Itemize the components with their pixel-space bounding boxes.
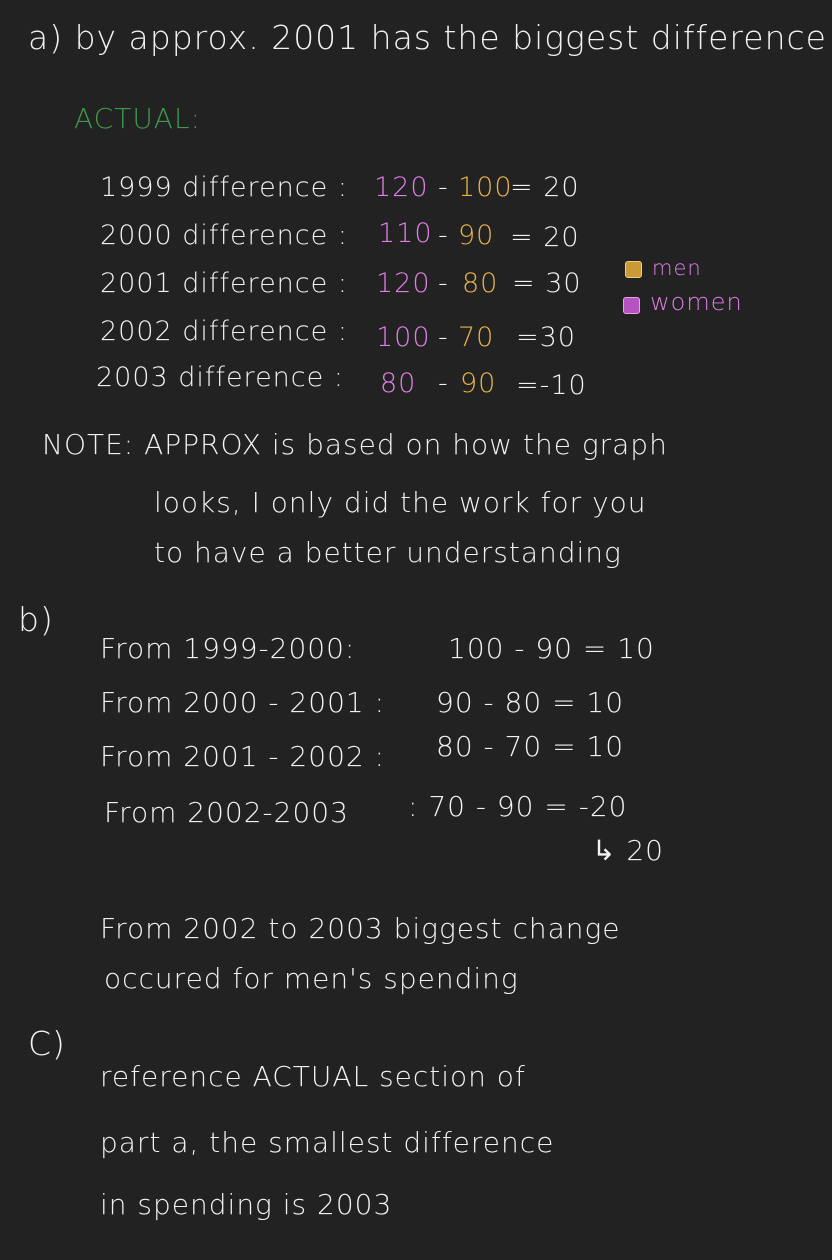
row-result: = 30 — [512, 268, 582, 299]
part-b-row-text: From 2001 - 2002 : — [100, 740, 386, 773]
legend-women-label: women — [650, 288, 743, 316]
part-b-conclusion-1: From 2002 to 2003 biggest change — [100, 912, 621, 945]
row-men-value: 80 — [380, 368, 417, 399]
part-b-row-text: From 2000 - 2001 : — [100, 686, 386, 719]
men-swatch-icon — [625, 261, 642, 278]
part-b-row-calc: 100 - 90 = 10 — [448, 632, 655, 665]
row-label: 1999 difference : — [100, 172, 348, 203]
row-label: 2001 difference : — [100, 268, 348, 299]
row-result: = 20 — [510, 172, 580, 203]
row-men-value: 120 — [376, 268, 431, 299]
part-b-row-calc: 90 - 80 = 10 — [436, 686, 625, 719]
row-minus: - — [438, 268, 449, 299]
legend-men-label: men — [652, 256, 702, 280]
part-b-row-calc: : 70 - 90 = -20 — [408, 790, 628, 823]
row-women-value: 70 — [458, 322, 495, 353]
row-women-value: 90 — [460, 368, 497, 399]
row-label: 2002 difference : — [100, 316, 348, 347]
part-b-label: b) — [18, 600, 54, 639]
part-b-conclusion-2: occured for men's spending — [104, 962, 519, 995]
row-result: =30 — [516, 322, 576, 353]
note-line-1: NOTE: APPROX is based on how the graph — [42, 428, 668, 461]
absolute-value-note: ↳ 20 — [592, 834, 664, 867]
women-swatch-icon — [623, 297, 640, 314]
row-result: =-10 — [516, 370, 587, 401]
part-c-line-3: in spending is 2003 — [100, 1188, 393, 1221]
row-men-value: 120 — [374, 172, 429, 203]
row-women-value: 90 — [458, 220, 495, 251]
row-label: 2003 difference : — [96, 362, 344, 393]
part-c-line-1: reference ACTUAL section of — [100, 1060, 526, 1093]
note-line-2: looks, I only did the work for you — [154, 486, 647, 519]
row-women-value: 80 — [462, 268, 499, 299]
part-b-row-text: From 2002-2003 — [104, 796, 349, 829]
row-minus: - — [438, 368, 449, 399]
row-minus: - — [438, 172, 449, 203]
row-men-value: 100 — [376, 322, 431, 353]
row-minus: - — [438, 220, 449, 251]
row-label: 2000 difference : — [100, 220, 348, 251]
actual-label: ACTUAL: — [74, 102, 201, 135]
part-a-heading: a) by approx. 2001 has the biggest difference — [28, 18, 827, 57]
part-b-row-text: From 1999-2000: — [100, 632, 356, 665]
part-c-label: C) — [28, 1024, 66, 1063]
part-b-row-calc: 80 - 70 = 10 — [436, 730, 625, 763]
row-result: = 20 — [510, 222, 580, 253]
row-women-value: 100 — [458, 172, 513, 203]
row-minus: - — [438, 322, 449, 353]
note-line-3: to have a better understanding — [154, 536, 622, 569]
part-c-line-2: part a, the smallest difference — [100, 1126, 555, 1159]
row-men-value: 110 — [378, 218, 433, 249]
